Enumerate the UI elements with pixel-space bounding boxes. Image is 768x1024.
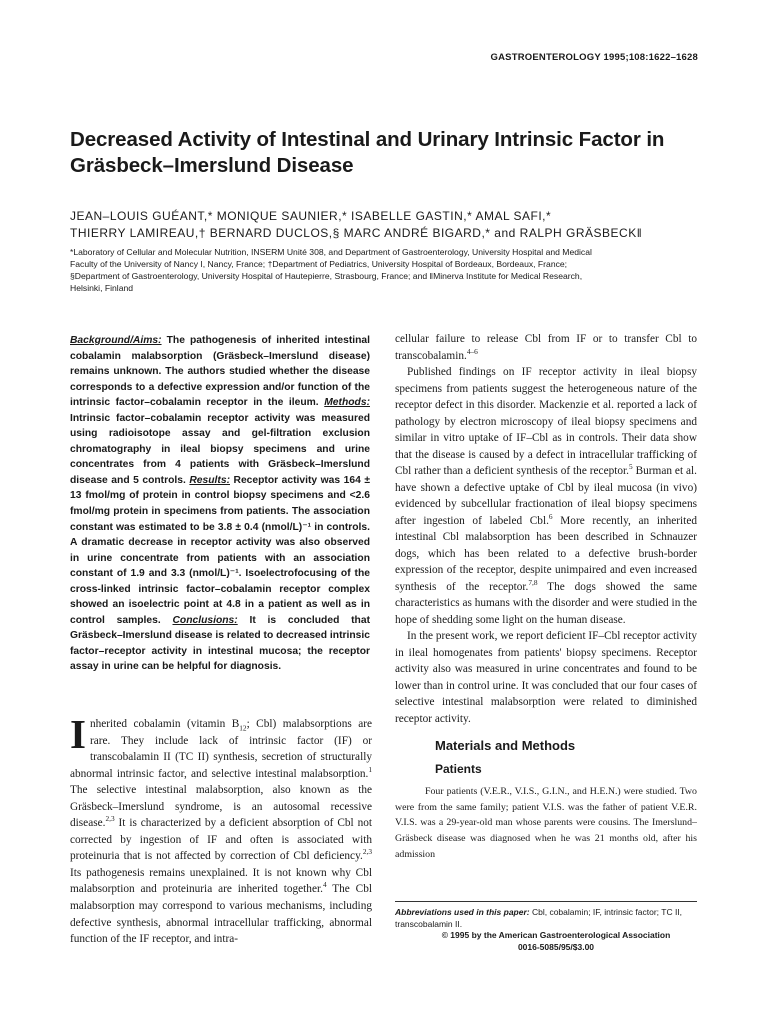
intro-text: The selective intestinal malabsorption, also known as the Gräsbeck–Imerslund syndrome, is an autosomal recessive disease.	[70, 784, 372, 830]
affiliation-line: *Laboratory of Cellular and Molecular Nutrition, INSERM Unité 308, and Department of Gastroenterology, University Hospital and Medical	[70, 247, 592, 257]
body-text: More recently, an inherited intestinal Cbl malabsorption has been described in Schnauzer dogs, which has been related to a defective brush-border expression of the receptor, despite unimpaired and even increased synthesis of the receptor.	[395, 514, 697, 593]
abstract-conclusions-text: It is concluded that Gräsbeck–Imerslund disease is related to decreased intrinsic factor–receptor activity in intestinal mucosa; the receptor assay in urine can be helpful for diagnosis.	[70, 614, 370, 673]
abstract-background-label: Background/Aims:	[70, 335, 162, 346]
intro-text: nherited cobalamin (vitamin B	[89, 718, 240, 730]
reference-marker: 2,3	[105, 814, 115, 824]
reference-marker: 5	[628, 462, 633, 472]
reference-marker: 4	[322, 880, 327, 890]
body-text: Burman et al. have shown a defective uptake of Cbl by ileal mucosa (in vivo) evidenced by subcellular fractionation of ileal biopsy specimens after ingestion of labeled Cbl.	[395, 465, 697, 527]
section-heading: Materials and Methods	[435, 738, 576, 753]
abbreviations-label: Abbreviations used in this paper:	[395, 907, 530, 917]
affiliation-line: Faculty of the University of Nancy I, Nancy, France; †Department of Pediatrics, University Hospital of Bordeaux, Bordeaux, France;	[70, 259, 568, 269]
abbreviations-text: Cbl, cobalamin; IF, intrinsic factor; TC II, transcobalamin II.	[395, 907, 683, 929]
drop-cap: I	[70, 711, 86, 757]
intro-text: ; Cbl) malabsorptions are rare. They include lack of intrinsic factor (IF) or transcobalamin II (TC II) synthesis, secretion of structurally abnormal intrinsic factor, and selective intestinal malabsorption.	[70, 718, 372, 780]
introduction-paragraph	[70, 711, 372, 948]
issn-code: 0016-5085/95/$3.00	[517, 941, 595, 952]
copyright-notice: © 1995 by the American Gastroenterological Association	[441, 930, 671, 941]
body-text: The dogs showed the same characteristics as humans with the disorder and were studied in the hope of shedding some light on the human disease.	[395, 580, 697, 626]
paper-title: Decreased Activity of Intestinal and Urinary Intrinsic Factor in Gräsbeck–Imerslund Disease	[70, 128, 665, 177]
reference-marker: 6	[548, 511, 553, 521]
author-line: JEAN–LOUIS GUÉANT,* MONIQUE SAUNIER,* ISABELLE GASTIN,* AMAL SAFI,*	[70, 209, 552, 223]
abstract-results-text: Receptor activity was 164 ± 13 fmol/mg of protein in control biopsy specimens and <2.6 fmol/mg protein in specimens from patients. The association constant was estimated to be 3.8 ± 0.4 (nmol/L)⁻¹ in controls. A dramatic decrease in receptor activity was also observed in urine concentrate from patients with an association constant of 1.9 and 3.3 (nmol/L)⁻¹. Isoelectrofocusing of the cross-linked intrinsic factor–cobalamin receptor complex showed an isoelectric point at 4.8 in a patient as well as in control samples.	[70, 474, 370, 626]
subscript: 12	[239, 723, 247, 733]
footnote	[395, 907, 697, 953]
abbreviations-note	[395, 907, 697, 930]
intro-text: The Cbl malabsorption may correspond to various mechanisms, including defective synthesis, abnormal intracellular trafficking, abnormal function of the IF receptor, and intra-	[70, 883, 372, 946]
abstract-background-text: The pathogenesis of inherited intestinal cobalamin malabsorption (Gräsbeck–Imerslund disease) remains unknown. The authors studied whether the disease corresponds to a defective expression and/or function of the intrinsic factor–cobalamin receptor in the ileum.	[70, 335, 370, 409]
affiliations	[70, 246, 710, 294]
continued-paragraph	[395, 331, 697, 364]
abstract-methods-text: Intrinsic factor–cobalamin receptor activity was measured using radioisotope assay and gel-filtration exclusion chromatography in ileal biopsy specimens and urine concentrates from 4 patients with Gräsbeck–Imerslund disease and 5 controls.	[70, 412, 370, 486]
author-list	[70, 208, 710, 242]
reference-marker: 1	[368, 764, 372, 774]
reference-marker: 4–6	[466, 346, 478, 356]
author-line: THIERRY LAMIREAU,† BERNARD DUCLOS,§ MARC ANDRÉ BIGARD,* and RALPH GRÄSBECK‖	[70, 226, 643, 240]
body-text: Published findings on IF receptor activity in ileal biopsy specimens from patients suggest the heterogeneous nature of the receptor defect in this disorder. Mackenzie et al. reported a lack of pathology by electron microscopy of ileal biopsy specimens and similar in vitro uptake of IF–Cbl as in controls. Their data show that the disease is caused by a defect in intracellular trafficking of Cbl rather than a deficient synthesis of the receptor.	[395, 366, 697, 477]
journal-citation: GASTROENTEROLOGY 1995;108:1622–1628	[490, 52, 698, 63]
reference-marker: 2,3	[362, 847, 372, 857]
reference-marker: 7,8	[528, 577, 538, 587]
affiliation-line: §Department of Gastroenterology, University Hospital of Hautepierre, Strasbourg, France; and ‖Minerva Institute for Medical Research,	[70, 271, 583, 281]
abstract-results-label: Results:	[189, 474, 230, 486]
footnote-divider	[395, 901, 697, 902]
intro-text: It is characterized by a deficient absorption of Cbl not corrected by ingestion of IF and often is associated with proteinuria that is not affected by correction of Cbl deficiency.	[70, 817, 372, 863]
body-text: cellular failure to release Cbl from IF or to transfer Cbl to transcobalamin.	[395, 333, 697, 362]
body-paragraph: In the present work, we report deficient IF–Cbl receptor activity in ileal homogenates from patients' biopsy specimens. Receptor activity also was measured in urine concentrates and found to be lower than in control urine. It was concluded that our four cases of selective intestinal malabsorption were related to diminished receptor activity.	[395, 630, 697, 725]
abstract	[70, 333, 370, 675]
intro-text: Its pathogenesis remains unexplained. It is not known why Cbl malabsorption and proteinuria are inherited together.	[70, 866, 372, 896]
subsection-heading: Patients	[435, 762, 482, 776]
abstract-conclusions-label: Conclusions:	[172, 614, 238, 626]
body-paragraph	[395, 364, 697, 628]
right-column	[395, 331, 697, 863]
affiliation-line: Helsinki, Finland	[70, 283, 134, 293]
abstract-methods-label: Methods:	[324, 397, 370, 409]
body-paragraph: Four patients (V.E.R., V.I.S., G.I.N., and H.E.N.) were studied. Two were from the same family; patient V.I.S. was the father of patient V.E.R. V.I.S. was a 29-year-old man whose parents were cousins. The Imerslund–Gräsbeck disease was diagnosed when he was 21 months old, after his admission	[395, 786, 697, 860]
